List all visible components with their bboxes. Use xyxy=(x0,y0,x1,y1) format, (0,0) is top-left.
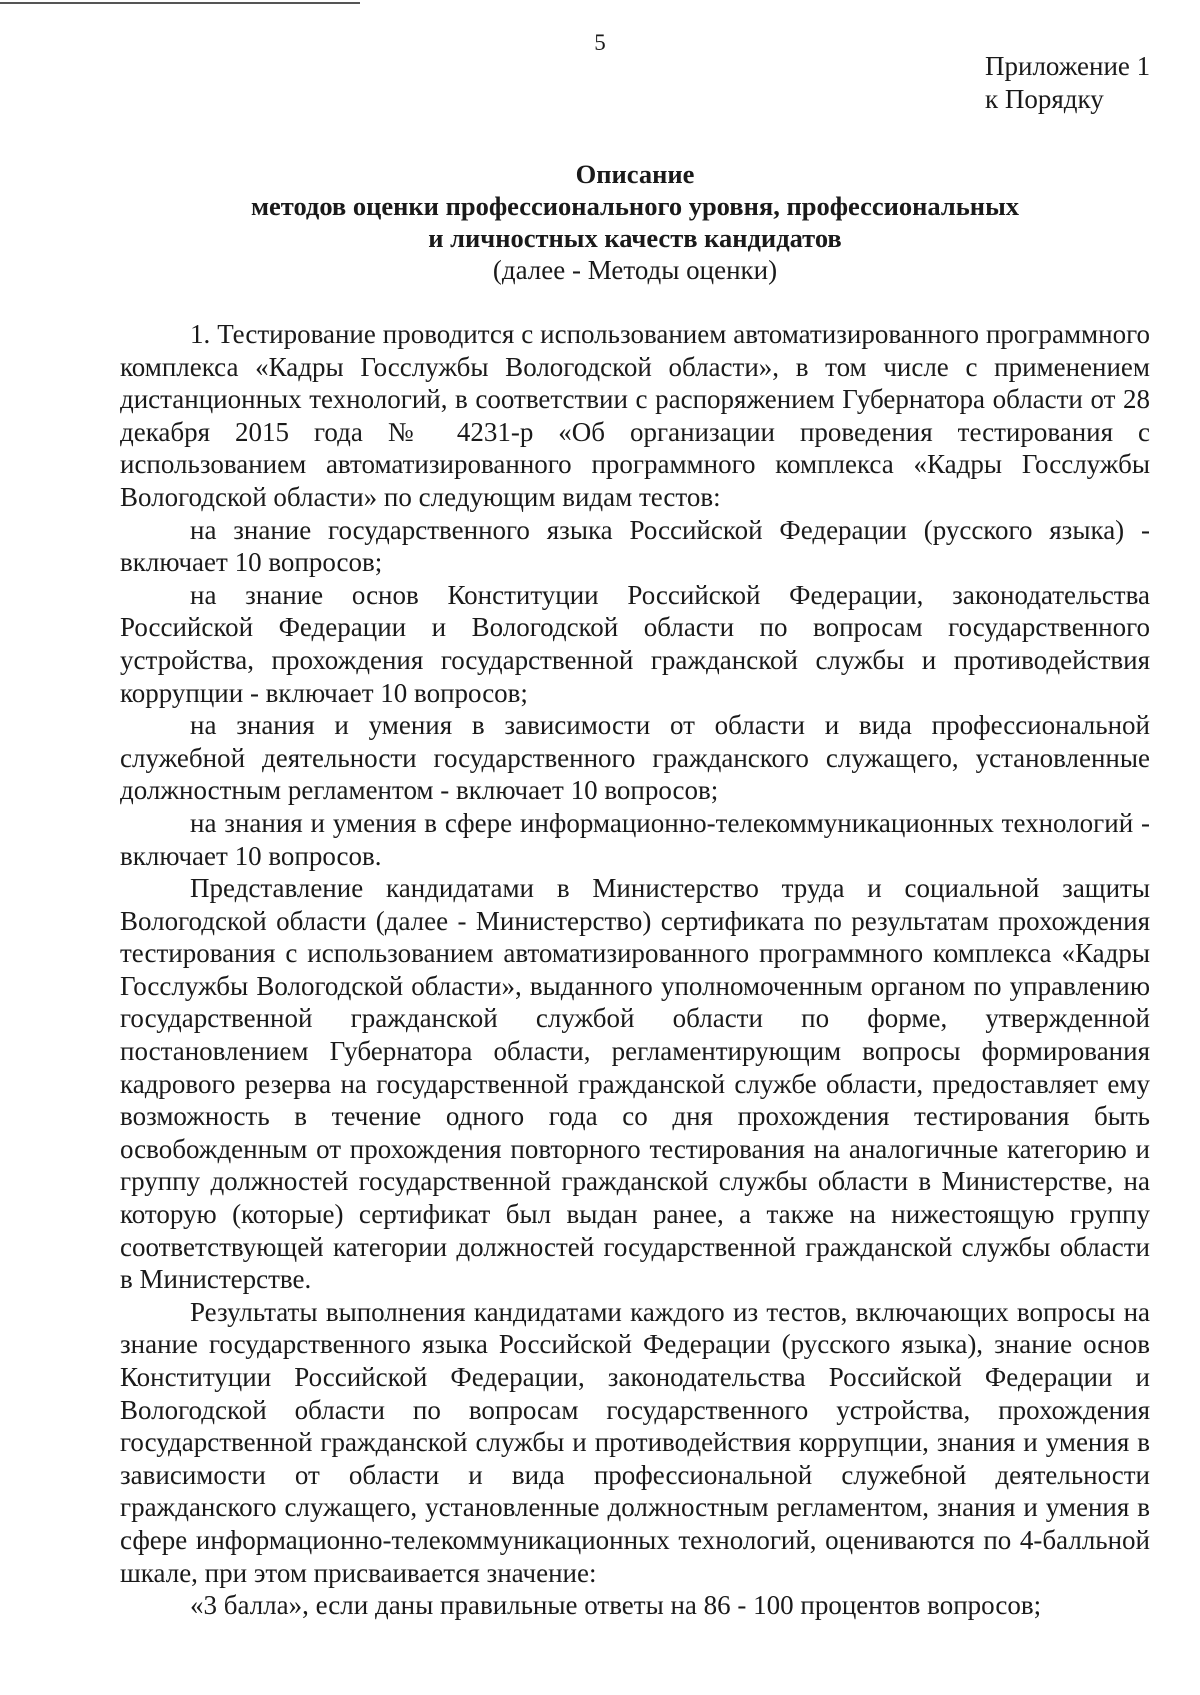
paragraph-test-ict: на знания и умения в сфере информационно-телекоммуникационных технологий - включает 10 вопросов. xyxy=(120,807,1150,871)
appendix-line-1: Приложение 1 xyxy=(985,51,1151,81)
paragraph-testing-intro: 1. Тестирование проводится с использованием автоматизированного программного комплекса «Кадры Госслужбы Вологодской области», в том числе с применением дистанционных технологий, в соответствии с распоряжением Губернатора области от 28 декабря 2015 года № 4231-р «Об организации проведения тестирования с использованием автоматизированного программного комплекса «Кадры Госслужбы Вологодской области» по следующим видам тестов: xyxy=(120,319,1150,512)
paragraph-certificate: Представление кандидатами в Министерство труда и социальной защиты Вологодской области (далее - Министерство) сертификата по результатам прохождения тестирования с использованием автоматизированного программного комплекса «Кадры Госслужбы Вологодской области», выданного уполномоченным органом по управлению государственной гражданской службой области по форме, утвержденной постановлением Губернатора области, регламентирующим вопросы формирования кадрового резерва на государственной гражданской службе области, предоставляет ему возможность в течение одного года со дня прохождения тестирования быть освобожденным от прохождения повторного тестирования на аналогичные категорию и группу должностей государственной гражданской службы области в Министерстве, на которую (которые) сертификат был выдан ранее, а также на нижестоящую группу соответствующей категории должностей государственной гражданской службы области в Министерстве. xyxy=(120,873,1150,1295)
body-text xyxy=(120,318,1150,1622)
scan-edge-line xyxy=(0,2,360,4)
appendix-reference xyxy=(985,50,1150,116)
title-line-3: и личностных качеств кандидатов xyxy=(428,223,842,253)
page-number: 5 xyxy=(594,30,606,55)
paragraph-test-constitution: на знание основ Конституции Российской Федерации, законодательства Российской Федерации и Вологодской области по вопросам государственного устройства, прохождения государственной гражданской службы и противодействия коррупции - включает 10 вопросов; xyxy=(120,579,1150,708)
title-line-1: Описание xyxy=(575,159,695,189)
appendix-line-2: к Порядку xyxy=(985,84,1104,114)
paragraph-results-scale: Результаты выполнения кандидатами каждого из тестов, включающих вопросы на знание государственного языка Российской Федерации (русского языка), знание основ Конституции Российской Федерации, законодательства Российской Федерации и Вологодской области по вопросам государственного устройства, прохождения государственной гражданской службы и противодействия коррупции, знания и умения в зависимости от области и вида профессиональной служебной деятельности гражданского служащего, установленные должностным регламентом, знания и умения в сфере информационно-телекоммуникационных технологий, оцениваются по 4-балльной шкале, при этом присваивается значение: xyxy=(120,1296,1150,1588)
paragraph-test-russian-language: на знание государственного языка Российской Федерации (русского языка) - включает 10 вопросов; xyxy=(120,514,1150,578)
document-title xyxy=(120,158,1150,286)
title-line-2: методов оценки профессионального уровня, профессиональных xyxy=(250,191,1020,221)
paragraph-score-3: «3 балла», если даны правильные ответы на 86 - 100 процентов вопросов; xyxy=(190,1590,1042,1621)
title-line-4: (далее - Методы оценки) xyxy=(492,255,778,285)
paragraph-test-professional: на знания и умения в зависимости от области и вида профессиональной служебной деятельности государственного гражданского служащего, установленные должностным регламентом - включает 10 вопросов; xyxy=(120,710,1150,806)
